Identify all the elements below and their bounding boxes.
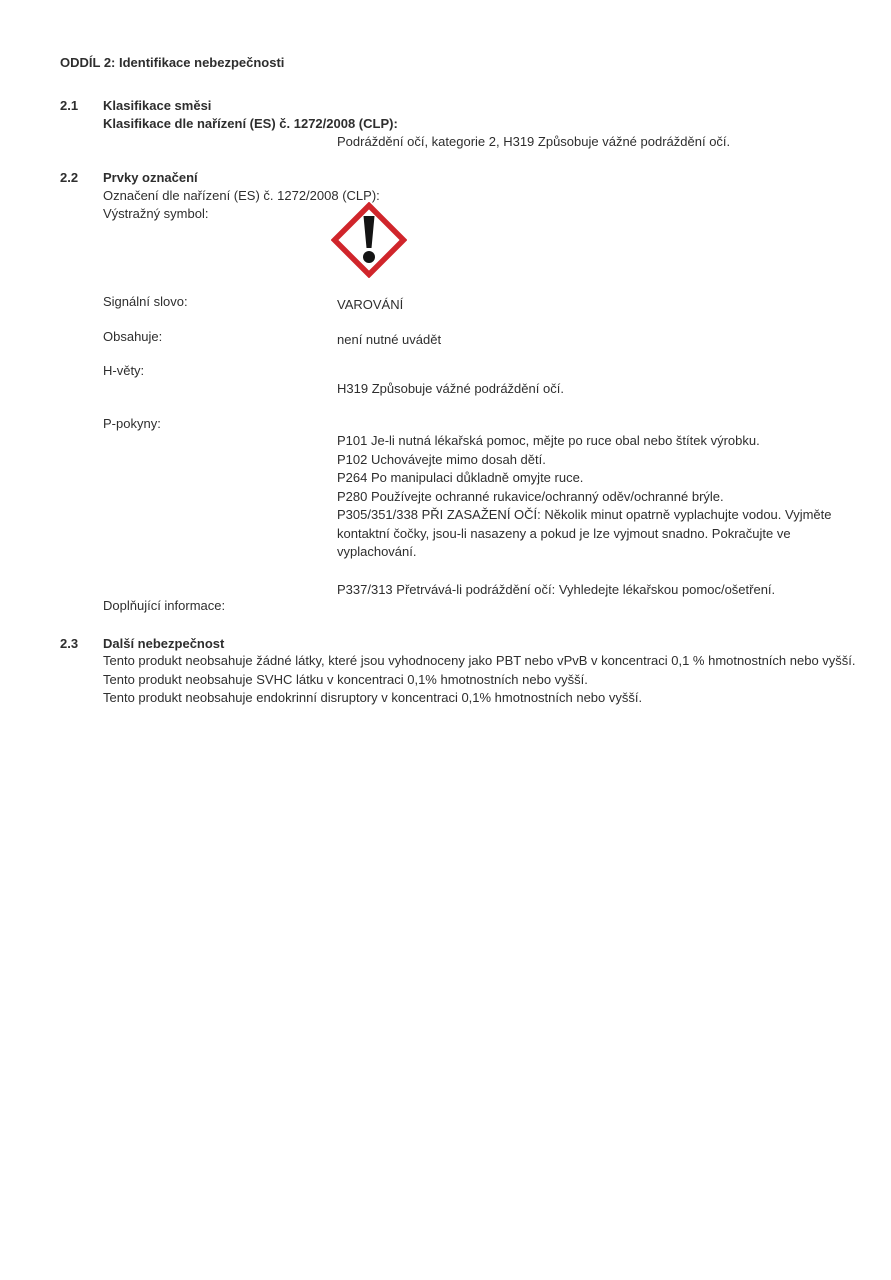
section-2-heading: ODDÍL 2: Identifikace nebezpečnosti (60, 55, 285, 70)
classification-text: Podráždění očí, kategorie 2, H319 Způsobuje vážné podráždění očí. (337, 134, 731, 149)
other-hazards-block (103, 652, 883, 708)
p-statement-item: P337/313 Přetrvává-li podráždění očí: Vyhledejte lékařskou pomoc/ošetření. (337, 581, 776, 597)
other-hazards-line: Tento produkt neobsahuje SVHC látku v koncentraci 0,1% hmotnostních nebo vyšší. (103, 671, 588, 687)
section-2-1-number: 2.1 (60, 98, 79, 113)
p-statement-item: P280 Používejte ochranné rukavice/ochranný oděv/ochranné brýle. (337, 488, 724, 504)
p-statement-item: P305/351/338 PŘI ZASAŽENÍ OČÍ: Několik minut opatrně vyplachujte vodou. Vyjměte kontaktní čočky, jsou-li nasazeny a pokud je lze vyjmout snadno. Pokračujte ve vyplachování. (337, 507, 832, 559)
section-2-2-title: Prvky označení (103, 170, 198, 185)
p-statement-item: P101 Je-li nutná lékařská pomoc, mějte po ruce obal nebo štítek výrobku. (337, 433, 760, 448)
hazard-symbol-label: Výstražný symbol: (103, 206, 209, 221)
p-statement-item: P264 Po manipulaci důkladně omyjte ruce. (337, 470, 584, 485)
p-statement-item: P102 Uchovávejte mimo dosah dětí. (337, 451, 546, 467)
section-2-2-number: 2.2 (60, 170, 79, 185)
section-2-1-subtitle: Klasifikace dle nařízení (ES) č. 1272/2008 (CLP): (103, 116, 398, 131)
contains-value: není nutné uvádět (337, 332, 442, 347)
section-2-2-subtitle: Označení dle nařízení (ES) č. 1272/2008 (CLP): (103, 188, 380, 203)
ghs07-diamond-svg (331, 202, 407, 278)
section-2-3-number: 2.3 (60, 636, 79, 651)
ghs07-exclamation-pictogram-icon (331, 202, 407, 278)
additional-info-label: Doplňující informace: (103, 598, 226, 613)
p-statements-block (337, 432, 869, 599)
other-hazards-line: Tento produkt neobsahuje žádné látky, které jsou vyhodnoceny jako PBT nebo vPvB v koncentraci 0,1 % hmotnostních nebo vyšší. (103, 653, 856, 668)
h-statement-value: H319 Způsobuje vážné podráždění očí. (337, 381, 564, 396)
signal-word-value: VAROVÁNÍ (337, 297, 404, 312)
section-2-1-title: Klasifikace směsi (103, 98, 212, 113)
contains-label: Obsahuje: (103, 329, 163, 344)
h-statements-label: H-věty: (103, 363, 145, 378)
section-2-3-title: Další nebezpečnost (103, 636, 225, 651)
p-statements-label: P-pokyny: (103, 416, 161, 431)
signal-word-label: Signální slovo: (103, 294, 188, 309)
other-hazards-line: Tento produkt neobsahuje endokrinní disruptory v koncentraci 0,1% hmotnostních nebo vyšší. (103, 690, 643, 705)
